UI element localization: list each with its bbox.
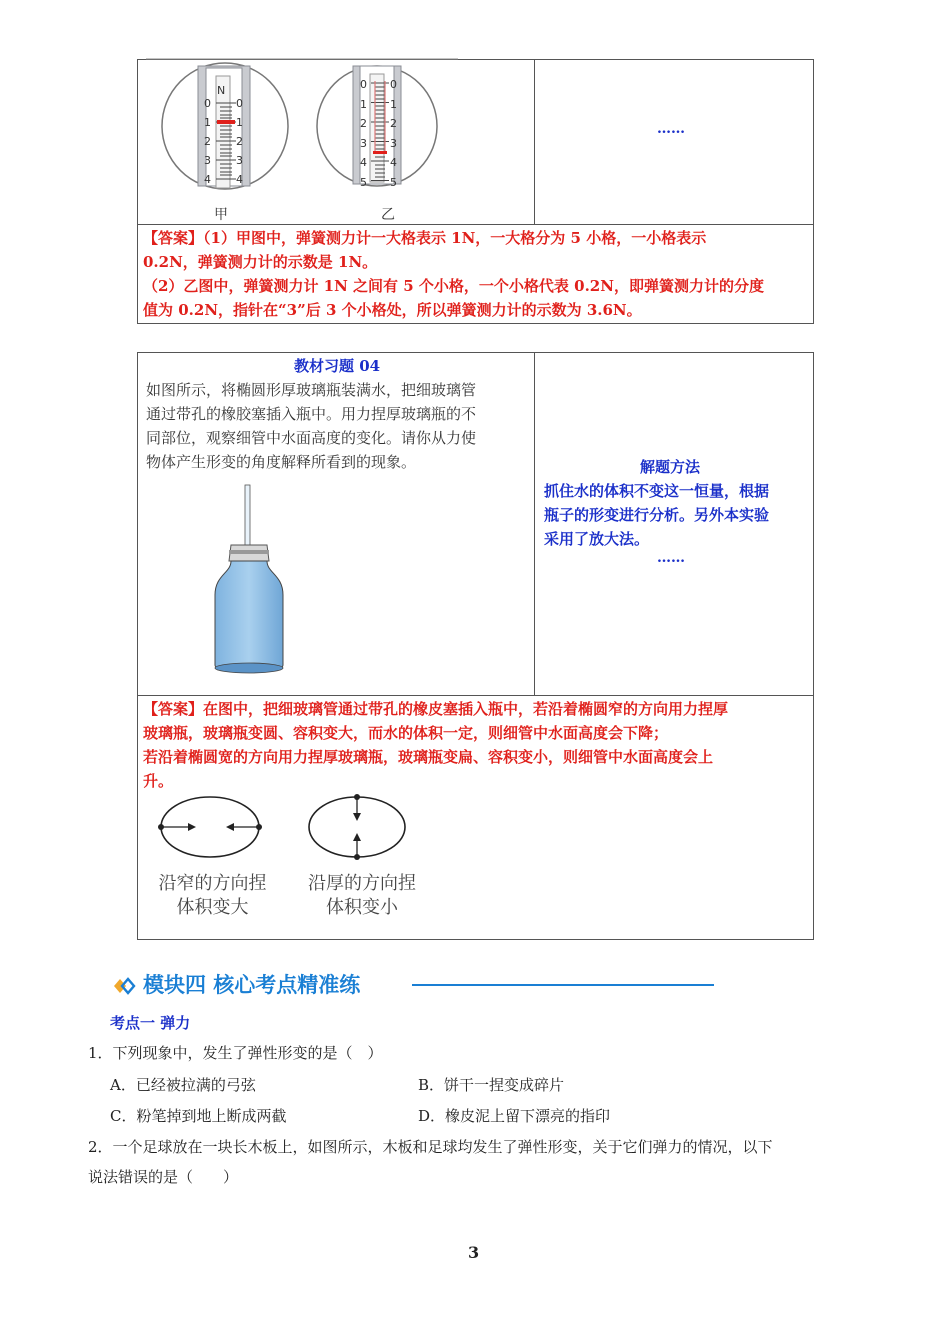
tick-label: 4 — [390, 156, 397, 169]
tick-label: 3 — [360, 136, 367, 150]
tick-label: 0 — [236, 97, 243, 110]
question-2 — [88, 1132, 888, 1192]
pointer-marker — [373, 151, 387, 154]
question-line: 如图所示，将椭圆形厚玻璃瓶装满水，把细玻璃管 — [146, 381, 477, 399]
spring-scale-figure — [140, 58, 460, 224]
tick-label: 1 — [204, 116, 211, 129]
caption-line: 体积变小 — [326, 897, 398, 918]
caption-narrow — [150, 872, 275, 920]
tick-label: 3 — [390, 136, 397, 150]
answer-line: 升。 — [143, 772, 174, 790]
tick-label: 0 — [390, 78, 397, 91]
caption-thick — [298, 872, 426, 920]
tick-label: 3 — [204, 154, 211, 167]
exercise-question — [146, 378, 531, 474]
tick-label: 5 — [390, 175, 397, 189]
question-line: 说法错误的是（ ） — [88, 1168, 239, 1186]
question-line: 2．一个足球放在一块长木板上，如图所示，木板和足球均发生了弹性形变，关于它们弹力的情况，以下 — [88, 1138, 773, 1156]
option-a: A．已经被拉满的弓弦 — [110, 1076, 256, 1094]
caption-line: 体积变大 — [176, 897, 249, 918]
ellipse-thick-squeeze — [309, 794, 405, 860]
answer-line: 【答案】在图中，把细玻璃管通过带孔的橡皮塞插入瓶中，若沿着椭圆窄的方向用力捏厚 — [143, 700, 729, 718]
tick-label: 1 — [390, 97, 397, 111]
ellipsis-dots: …… — [657, 121, 685, 137]
pointer-marker — [217, 120, 235, 124]
gauge-yi-right-ticks — [390, 75, 397, 192]
table-divider — [137, 695, 814, 696]
diamond-icon — [113, 976, 139, 996]
caption-line: 沿窄的方向捏 — [158, 873, 267, 894]
tick-label: 0 — [360, 78, 367, 91]
answer-block-2 — [143, 697, 813, 793]
table-divider — [137, 224, 814, 225]
tick-label: 4 — [360, 156, 367, 169]
tick-label: 4 — [236, 173, 243, 186]
tick-label: 4 — [204, 173, 211, 186]
ellipse-narrow-squeeze — [158, 797, 262, 857]
section-title: 考点一 弹力 — [110, 1014, 191, 1032]
answer-line: 【答案】（1）甲图中，弹簧测力计一大格表示 1N，一大格分为 5 小格，一小格表示 — [143, 229, 707, 247]
question-line: 通过带孔的橡胶塞插入瓶中。用力捏厚玻璃瓶的不 — [146, 405, 477, 423]
answer-line: 值为 0.2N，指针在“3”后 3 个小格处，所以弹簧测力计的示数为 3.6N。 — [143, 301, 642, 319]
tick-label: 2 — [236, 135, 243, 148]
caption-line: 沿厚的方向捏 — [308, 873, 416, 894]
tick-label: 3 — [236, 154, 243, 167]
option-b: B．饼干一捏变成碎片 — [418, 1076, 565, 1094]
table-divider — [534, 59, 535, 224]
answer-block-1 — [143, 226, 813, 322]
page-number: 3 — [468, 1243, 480, 1262]
exercise-title: 教材习题 04 — [294, 357, 381, 375]
answer-line: （2）乙图中，弹簧测力计 1N 之间有 5 个小格，一个小格代表 0.2N，即弹簧测力计的分度 — [143, 277, 764, 295]
option-c: C．粉笔掉到地上断成两截 — [110, 1107, 287, 1125]
tick-label: 0 — [204, 97, 211, 110]
method-text — [544, 479, 809, 551]
answer-line: 若沿着椭圆宽的方向用力捏厚玻璃瓶，玻璃瓶变扁、容积变小，则细管中水面高度会上 — [143, 748, 714, 766]
tick-label: 2 — [204, 135, 211, 148]
method-line: 瓶子的形变进行分析。另外本实验 — [544, 506, 770, 524]
gauge-unit-label: N — [217, 84, 226, 97]
method-line: 采用了放大法。 — [544, 530, 650, 548]
gauge-jia-left-ticks — [204, 94, 211, 189]
option-d: D．橡皮泥上留下漂亮的指印 — [418, 1107, 611, 1125]
module-heading: 模块四 核心考点精准练 — [143, 973, 361, 997]
label-jia: 甲 — [214, 207, 228, 223]
question-1: 1．下列现象中，发生了弹性形变的是（ ） — [88, 1044, 383, 1062]
gauge-yi-scale-marks — [369, 78, 391, 188]
tick-label: 1 — [236, 116, 243, 129]
tick-label: 2 — [390, 117, 397, 130]
table-divider — [534, 352, 535, 695]
tick-label: 5 — [360, 175, 367, 189]
answer-line: 0.2N，弹簧测力计的示数是 1N。 — [143, 253, 378, 271]
method-line: 抓住水的体积不变这一恒量，根据 — [544, 482, 770, 500]
tick-label: 1 — [360, 97, 367, 111]
tick-label: 2 — [360, 117, 367, 130]
label-yi: 乙 — [381, 207, 395, 223]
method-title: 解题方法 — [640, 458, 701, 476]
answer-line: 玻璃瓶，玻璃瓶变圆、容积变大，而水的体积一定，则细管中水面高度会下降； — [143, 724, 669, 742]
ellipsis-dots: …… — [657, 550, 685, 566]
gauge-jia-scale-marks — [214, 98, 238, 188]
squeeze-diagram — [150, 790, 420, 870]
question-line: 物体产生形变的角度解释所看到的现象。 — [146, 453, 417, 471]
question-line: 同部位，观察细管中水面高度的变化。请你从力使 — [146, 429, 477, 447]
module-heading-rule — [412, 984, 714, 986]
gauge-yi-left-ticks — [360, 75, 367, 192]
glass-bottle-figure — [205, 483, 295, 681]
